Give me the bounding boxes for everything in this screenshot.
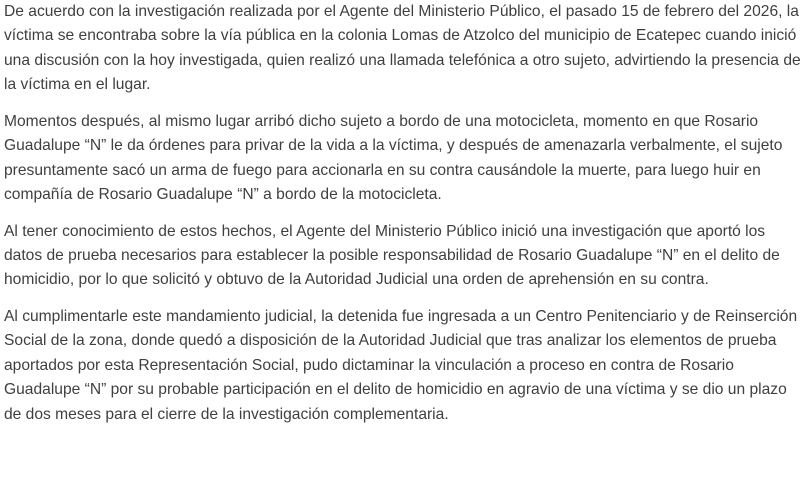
article-paragraph-2: Momentos después, al mismo lugar arribó dicho sujeto a bordo de una motocicleta, momento en que Rosario Guadalupe “N” le da órdenes para privar de la vida a la víctima, y después de amenazarla verbalmente, el sujeto presuntamente sacó un arma de fuego para accionarla en su contra causándole la muerte, para luego huir en compañía de Rosario Guadalupe “N” a bordo de la motocicleta. <box>4 112 783 204</box>
article-paragraph-4: Al cumplimentarle este mandamiento judicial, la detenida fue ingresada a un Centro Penitenciario y de Reinserción Social de la zona, donde quedó a disposición de la Autoridad Judicial que tras analizar los elementos de prueba aportados por esta Representación Social, pudo dictaminar la vinculación a proceso en contra de Rosario Guadalupe “N” por su probable participación en el delito de homicidio en agravio de una víctima y se dio un plazo de dos meses para el cierre de la investigación complementaria. <box>4 308 798 423</box>
article-paragraph-3: Al tener conocimiento de estos hechos, el Agente del Ministerio Público inició una investigación que aportó los datos de prueba necesarios para establecer la posible responsabilidad de Rosario Guadalupe “N” en el delito de homicidio, por lo que solicitó y obtuvo de la Autoridad Judicial una orden de aprehensión en su contra. <box>4 222 780 289</box>
article-paragraph-1: De acuerdo con la investigación realizada por el Agente del Ministerio Público, el pasado 15 de febrero del 2026, la víctima se encontraba sobre la vía pública en la colonia Lomas de Atzolco del municipio de Ecatepec cuando inició una discusión con la hoy investigada, quien realizó una llamada telefónica a otro sujeto, advirtiendo la presencia de la víctima en el lugar. <box>4 3 801 94</box>
